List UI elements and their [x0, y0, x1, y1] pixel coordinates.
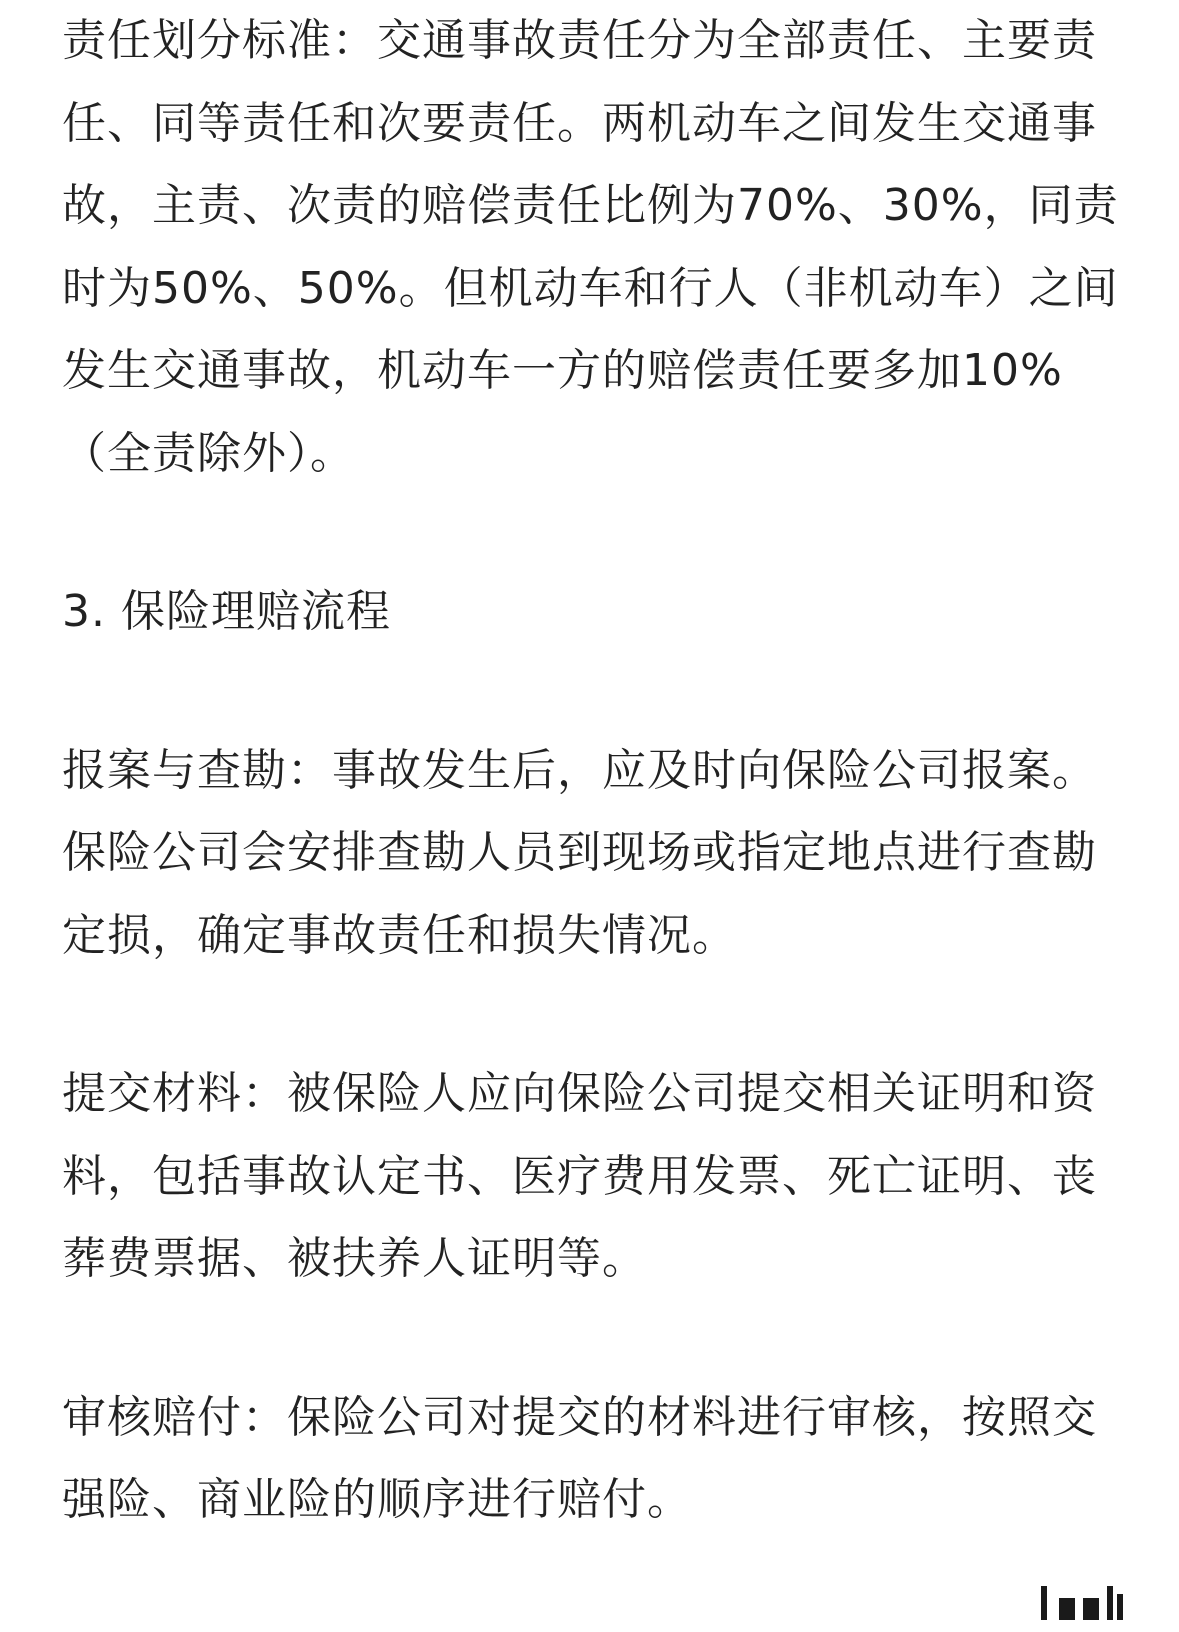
section-heading-claims-process: 3. 保险理赔流程	[62, 586, 391, 637]
paragraph-liability-standard: 责任划分标准：交通事故责任分为全部责任、主要责任、同等责任和次要责任。两机动车之间发生交通事故，主责、次责的赔偿责任比例为70%、30%，同责时为50%、50%。但机动车和行人（非机动车）之间发生交通事故，机动车一方的赔偿责任要多加10%（全责除外）。	[62, 15, 1119, 479]
paragraph-gap	[62, 495, 1132, 571]
paragraph-gap	[62, 654, 1132, 730]
watermark-logo	[1037, 1580, 1127, 1628]
paragraph-gap	[62, 1301, 1132, 1377]
watermark-logo-icon	[1037, 1580, 1127, 1628]
paragraph-review-payout: 审核赔付：保险公司对提交的材料进行审核，按照交强险、商业险的顺序进行赔付。	[62, 1391, 1097, 1525]
paragraph-report-survey: 报案与查勘：事故发生后，应及时向保险公司报案。保险公司会安排查勘人员到现场或指定地点进行查勘定损，确定事故责任和损失情况。	[62, 744, 1097, 961]
article-body	[62, 0, 1132, 1542]
paragraph-gap	[62, 977, 1132, 1053]
paragraph-submit-materials: 提交材料：被保险人应向保险公司提交相关证明和资料，包括事故认定书、医疗费用发票、死亡证明、丧葬费票据、被扶养人证明等。	[62, 1068, 1097, 1284]
